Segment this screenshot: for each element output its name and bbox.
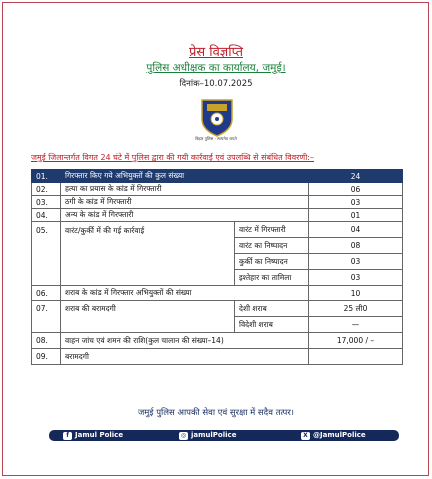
row-label: ठगी के कांड में गिरफ्तारी — [61, 196, 309, 209]
table-row — [32, 196, 403, 209]
table-row — [32, 183, 403, 196]
row-label: हत्या का प्रयास के कांड में गिरफ्तारी — [61, 183, 309, 196]
sub-row-value: 25 ली0 — [309, 301, 403, 317]
row-value — [309, 349, 403, 365]
row-label: शराब की बरामदगी — [61, 301, 235, 333]
facebook-icon: f — [63, 432, 72, 440]
report-heading: जमुई जिलान्तर्गत विगत 24 घंटे में पुलिस द्वारा की गयी कार्रवाई एवं उपलब्धि से संबंधित विवरणी:– — [31, 153, 314, 162]
sub-row-value: 08 — [309, 238, 403, 254]
table-row — [32, 301, 403, 317]
press-release-title: प्रेस विज्ञप्ति — [188, 45, 244, 60]
sub-row-value: 04 — [309, 222, 403, 238]
row-label: वारंट/कुर्की में की गई कार्रवाई — [61, 222, 235, 286]
sub-row-label: इश्तेहार का तामिला — [235, 270, 309, 286]
facebook-link[interactable] — [63, 430, 123, 441]
sub-row-value: 03 — [309, 270, 403, 286]
facebook-handle: Jamul Police — [75, 431, 124, 439]
sub-row-value: 03 — [309, 254, 403, 270]
row-number: 02. — [32, 183, 61, 196]
sub-row-label: वारंट में गिरफ्तारी — [235, 222, 309, 238]
instagram-icon: ◎ — [180, 431, 187, 439]
sub-row-label: वारंट का निष्पादन — [235, 238, 309, 254]
row-value: 03 — [309, 196, 403, 209]
row-number: 04. — [32, 209, 61, 222]
bihar-police-emblem-icon — [200, 97, 234, 137]
x-link[interactable] — [301, 430, 366, 441]
activity-table — [31, 169, 403, 365]
row-value: 17,000 / – — [309, 333, 403, 349]
sub-row-label: देशी शराब — [235, 301, 309, 317]
social-media-bar — [49, 430, 399, 441]
office-name: पुलिस अधीक्षक का कार्यालय, जमुई। — [146, 62, 286, 74]
sub-row-label: कुर्की का निष्पादन — [235, 254, 309, 270]
row-value: 06 — [309, 183, 403, 196]
sub-row-label: विदेशी शराब — [235, 317, 309, 333]
x-icon: X — [301, 432, 310, 440]
row-label: शराब के कांड में गिरफ्तार अभियुक्तों की संख्या — [61, 286, 309, 301]
instagram-link[interactable] — [179, 430, 236, 441]
table-row — [32, 170, 403, 183]
instagram-handle: jamulPolice — [191, 431, 237, 439]
police-slogan: जमुई पुलिस आपकी सेवा एवं सुरक्षा में सदैव तत्पर। — [137, 408, 295, 418]
row-number: 07. — [32, 301, 61, 333]
row-number: 01. — [32, 170, 61, 183]
row-value: 01 — [309, 209, 403, 222]
row-label: वाहन जांच एवं शमन की राशि(कुल चालान की संख्या–14) — [61, 333, 309, 349]
row-label: बरामदगी — [61, 349, 309, 365]
row-number: 06. — [32, 286, 61, 301]
row-number: 08. — [32, 333, 61, 349]
row-value: 10 — [309, 286, 403, 301]
sub-row-value: — — [309, 317, 403, 333]
table-row — [32, 349, 403, 365]
x-handle: @JamulPolice — [313, 431, 366, 439]
table-row — [32, 222, 403, 238]
table-row — [32, 286, 403, 301]
row-label: गिरफ्तार किए गये अभियुक्तों की कुल संख्या — [61, 170, 309, 183]
row-label: अन्य के कांड में गिरफ्तारी — [61, 209, 309, 222]
row-value: 24 — [309, 170, 403, 183]
row-number: 03. — [32, 196, 61, 209]
release-date: दिनांक–10.07.2025 — [179, 79, 253, 89]
table-row — [32, 333, 403, 349]
emblem-caption: बिहार पुलिस · सत्यमेव जयते — [195, 136, 237, 141]
table-row — [32, 209, 403, 222]
row-number: 09. — [32, 349, 61, 365]
row-number: 05. — [32, 222, 61, 286]
